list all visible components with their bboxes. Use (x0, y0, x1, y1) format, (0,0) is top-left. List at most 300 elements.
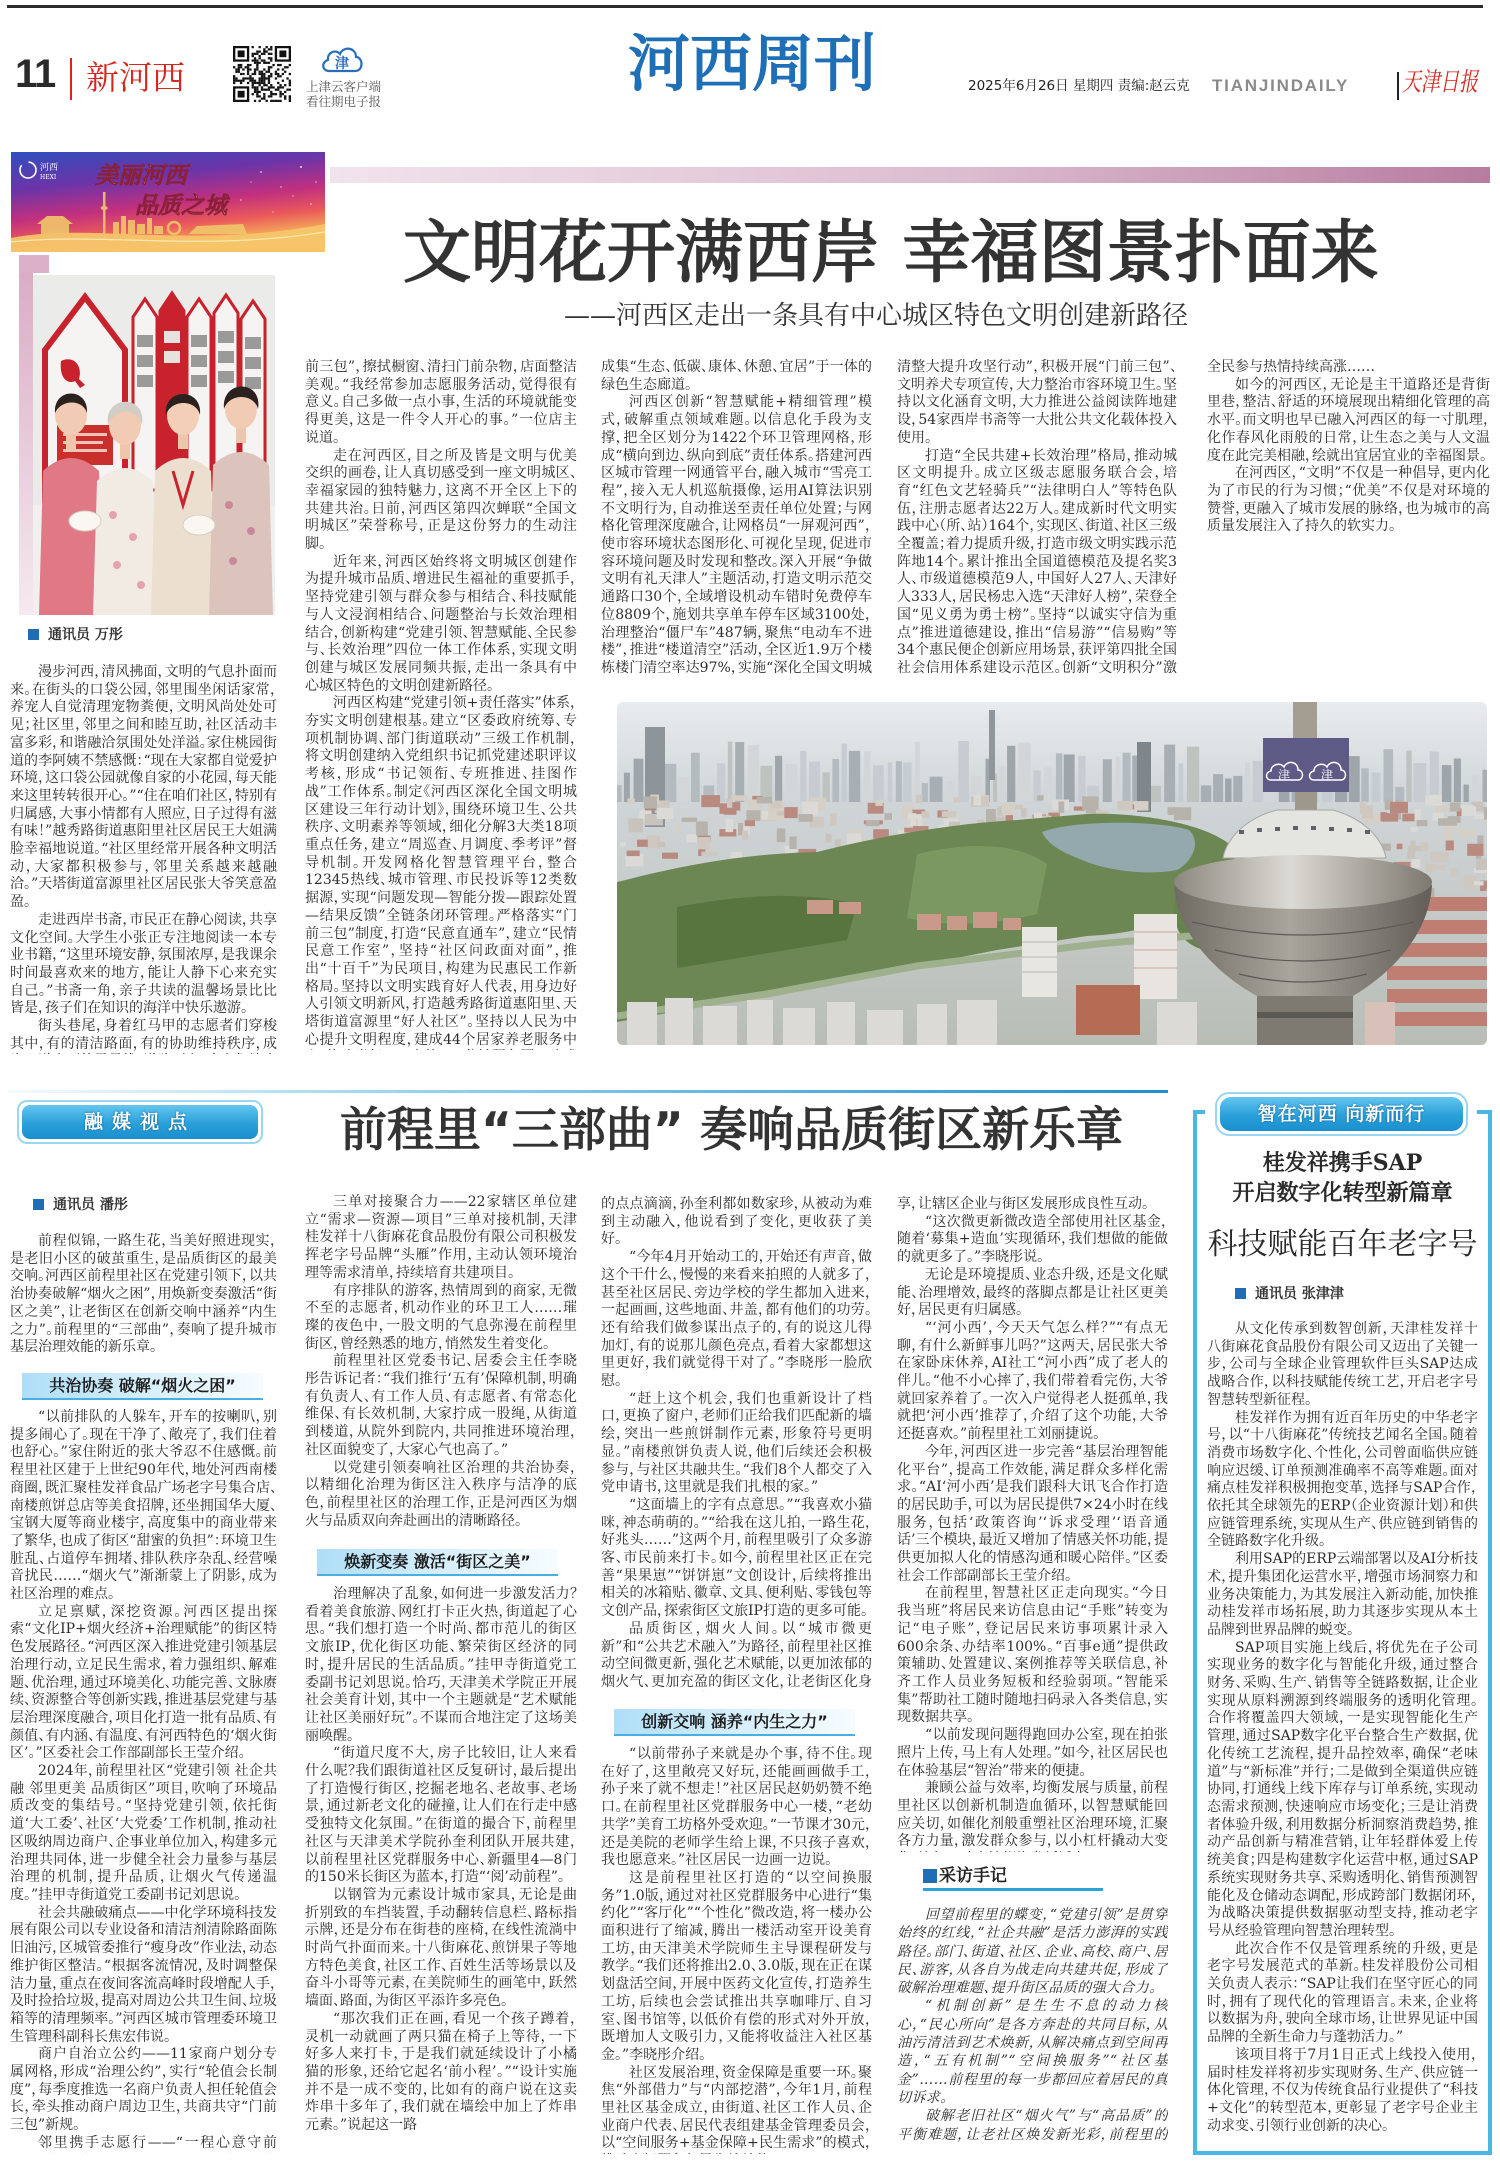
decorative-gradient-bar (330, 167, 1490, 183)
qr-module (263, 98, 265, 100)
skyline-building (1372, 772, 1381, 802)
aerial-city-photo (617, 702, 1487, 1045)
aerial-city-photo-image (617, 702, 1487, 1045)
qr-module (252, 82, 254, 84)
qr-module (268, 48, 270, 50)
paper-name-english: TIANJINDAILY (1212, 76, 1350, 95)
top-article-column-1 (10, 664, 277, 1054)
paragraph: 社区发展治理，资金保障是重要一环。聚焦“外部借力”与“内部挖潜”，今年1月，前程里社区基金成立，由街道、社区工作人员、企业商户代表、居民代表组建基金管理委员会，以“空间服务+基金保障+民生需求”的模式， (601, 2064, 872, 2152)
qr-module (259, 95, 261, 97)
qr-module (256, 82, 258, 84)
skyline-building (1361, 768, 1368, 802)
media-column-label-text: 融媒视点 (22, 1105, 258, 1139)
qr-module (235, 68, 237, 70)
qr-module (270, 100, 272, 102)
sidebar-headline-line-1: 桂发祥携手SAP (1262, 1150, 1423, 1176)
city-block (1444, 827, 1453, 841)
city-block (875, 800, 882, 806)
city-block (1435, 806, 1451, 812)
city-block (657, 808, 674, 819)
qr-module (270, 84, 272, 86)
qr-module (270, 46, 272, 48)
qr-module (259, 55, 261, 57)
paragraph: 此次合作不仅是管理系统的升级，更是老字号发展范式的革新。桂发祥股份公司相关负责人表示：“SAP让我们在坚守匠心的同时，拥有了现代化的管理语言。未来，企业将以数据为舟，驶向全球市场，让世界见证中国品牌的全新生命力与蓬勃活力。” (1207, 1940, 1478, 2046)
qr-module (286, 89, 288, 91)
app-promo (306, 79, 381, 109)
skyline-building (735, 742, 744, 802)
skyline-building (1164, 745, 1175, 802)
city-block (762, 811, 769, 820)
banner-slogan-line-1: 美丽河西 (95, 162, 187, 189)
city-block (682, 818, 697, 822)
qr-module (254, 53, 256, 55)
banner-slogan-line-2: 品质之城 (135, 192, 227, 219)
page-number: 11 (15, 52, 56, 96)
skyline-building (896, 761, 902, 802)
qr-module (268, 95, 270, 97)
qr-module (240, 73, 242, 75)
city-block (1421, 842, 1428, 851)
paragraph: “这次微更新微改造全部使用社区基金，随着‘募集+造血’实现循环，我们想做的能做的就更多了。”李晓彤说。 (897, 1213, 1168, 1266)
qr-module (265, 100, 267, 102)
interview-notes-text (897, 1906, 1168, 2145)
qr-module (235, 71, 237, 73)
paragraph: 打造“全民共建+长效治理”格局，推动城区文明提升。成立区级志愿服务联合会，培育“红色文艺轻骑兵”“法律明白人”等特色队伍，注册志愿者达22万人。建成新时代文明实践中心（所、站）164个，实现区、街道、社区三级全覆盖；着力提质升级，打造市级文明实践示范阵地14个。累计推出全国道德模范及提名奖3人、市级道德模范9人，中国好人27人、天津好人333人，居民杨忠入选“天津好人榜”，荣登全国“见义勇为勇士榜”。坚持“以诚实守信为重点”推进道德建设，推出“信易游”“信易购”等34个惠民便企创新应用场景，获评第四批全国社会信用体系建设示范区。创新“文明积分”激 (897, 447, 1177, 676)
city-block (1362, 805, 1373, 818)
city-block (637, 840, 648, 847)
residents-photo (33, 275, 275, 615)
qr-module (238, 66, 240, 68)
qr-module (289, 84, 291, 86)
paragraph: 河西区构建“党建引领+责任落实”体系，夯实文明创建根基。建立“区委政府统筹、专项机制协调、部门街道联动”三级工作机制，将文明创建纳入党组织书记抓党建述职评议考核，形成“书记领衔、专班推进、挂图作战”工作体系。制定《河西区深化全国文明城区建设三年行动计划》，围绕环境卫生、公共秩序、文明素养等领域，细化分解3大类18项重点任务，建立“周巡查、月调度、季考评”督导机制。开发网格化智慧管理平台，整合12345热线、城市管理、市民投诉等12类数据源，实现“问题发现—智能分拨—跟踪处置—结果反馈”全链条闭环管理。严格落实“门前三包”制度，打造“民意直通车”，建立“民情民意工作室”，坚持“社区问政面对面”，推出“十百千”为民项目，构建为民惠民工作新格局。坚持以文明实践育好人代表，用身边好人引领文明新风，打造越秀路街道惠阳里、天塔街道富源里“好人社区”。坚持以人民为中心提升文明程度，建成44个居家养老服务中 (305, 695, 577, 1048)
qr-module (242, 73, 244, 75)
qr-module (254, 80, 256, 82)
paragraph: “这面墙上的字有点意思。”“我喜欢小猫咪，神态萌萌的。”“给我在这儿拍，一路生花，好兆头……”这两个月，前程里吸引了众多游客、市民前来打卡。如今，前程里社区正在完善“果果崽”“饼饼崽”文创设计，后续将推出相关的冰箱贴、徽章、文具、便利贴、零钱包等文创产品，探索街区文旅IP打造的更多可能。 (601, 1496, 872, 1620)
qr-module (268, 68, 270, 70)
city-block (696, 822, 708, 836)
skyline-building (1454, 759, 1461, 803)
paragraph: “以前带孙子来就是办个事，待不住。现在好了，这里敞亮又好玩，还能画画做手工，孙子来了就不想走！”社区居民赵奶奶赞不绝口。在前程里社区党群服务中心一楼，“老幼共学”美育工坊格外受欢迎。“一节课才30元，还是美院的老师学生给上课，不只孩子喜欢，我也愿意来。”社区居民一边画一边说。 (601, 1746, 872, 1869)
qr-module (254, 100, 256, 102)
paragraph: “以前排队的人躲车，开车的按喇叭，别提多闹心了。现在干净了、敞亮了，我们住着也舒心。”家住附近的张大爷忍不住感慨。前程里社区建于上世纪90年代，地处河西南楼商圈，既汇聚桂发祥食品广场老字号集合店、南楼煎饼总店等美食招牌，还坐拥国华大厦、宝钢大厦等商业楼宇，高度集中的商业带来了繁华，也成了街区“甜蜜的负担”：环境卫生脏乱、占道停车拥堵、排队秩序杂乱、经营噪音扰民……“烟火气”渐渐蒙上了阴影，成为社区治理的难点。 (10, 1409, 277, 1603)
qr-module (277, 86, 279, 88)
skyline-building (842, 744, 847, 803)
qr-module (279, 75, 281, 77)
qr-module (252, 46, 254, 48)
paragraph: 无论是环境提质、业态升级，还是文化赋能、治理增效，最终的落脚点都是让社区更美好，居民更有归属感。 (897, 1266, 1168, 1319)
paragraph: 漫步河西，清风拂面，文明的气息扑面而来。在街头的口袋公园，邻里围坐闲话家常，养宠人自觉清理宠物粪便，文明风尚处处可见；社区里，邻里之间和睦互助，社区活动丰富多彩，和谐融洽氛围处处洋溢。家住桃园街道的李阿姨不禁感慨：“现在大家都自觉爱护环境，这口袋公园就像自家的小花园，每天能来这里转转很开心。”“住在咱们社区，特别有归属感，大事小情都有人照应，日子过得有滋有味！”越秀路街道惠阳里社区居民王大姐满脸幸福地说道。“社区里经常开展各种文明活动，大家都积极参与，邻里关系越来越融洽。”天塔街道富源里社区居民张大爷笑意盈盈。 (10, 664, 277, 911)
paragraph: SAP项目实施上线后，将优先在子公司实现业务的数字化与智能化升级，通过整合财务、采购、生产、销售等全链路数据，让企业实现从原料溯源到终端服务的透明化管理。合作将覆盖四大领域，一是实现智能化生产管理，通过SAP数字化平台整合生产数据，优化传统工艺流程，提升品控效率，确保“老味道”与“新标准”并行；二是做到全渠道供应链协同，打通线上线下库存与订单系统，实现动态需求预测，快速响应市场变化；三是让消费者体验升级，利用数据分析洞察消费趋势，推动产品创新与精准营销，让年轻群体爱上传统美食；四是构建数字化运营中枢，通过SAP系统实现财务共享、采购透明化、销售预测智能化及仓储动态调配，形成跨部门数据闭环，为战略决策提供数据驱动型支持，推动老字号从经验管理向智慧治理转型。 (1207, 1639, 1478, 1939)
paragraph: 社会共融破痛点——中化学环境科技发展有限公司以专业设备和清洁剂清除路面陈旧油污，区城管委推行“瘦身改”作业法，动态维护街区整洁。“根据客流情况，及时调整保洁力量，重点在夜间客流高峰时段增配人手，及时捡拾垃圾，提高对周边公共卫生间、垃圾箱等的清理频率。”河西区城市管理委环境卫生管理科副科长焦宏伟说。 (10, 1904, 277, 2045)
qr-module (275, 77, 277, 79)
paragraph: 近年来，河西区始终将文明城区创建作为提升城市品质、增进民生福祉的重要抓手，坚持党建引领与群众参与相结合、科技赋能与人文浸润相结合、问题整治与长效治理相结合，创新构建“党建引领、智慧赋能、全民参与、长效治理”四位一体工作体系，实现文明创建与城区发展同频共振，走出一条具有中心城区特色的文明创建新路径。 (305, 553, 577, 694)
city-block (1417, 820, 1428, 826)
top-article-column-5 (1207, 359, 1490, 537)
qr-module (256, 50, 258, 52)
qr-module (261, 98, 263, 100)
skyline-building (1064, 755, 1075, 803)
paragraph: 破解老旧社区“烟火气”与“高品质”的平衡难题，让老社区焕发新光彩，前程里的 (897, 2108, 1168, 2143)
qr-module (277, 64, 279, 66)
masthead-title: 河西周刊 (628, 27, 877, 100)
photo-frame-accent (19, 255, 33, 615)
qr-module (268, 80, 270, 82)
qr-module (268, 53, 270, 55)
paragraph-continued: 清整大提升攻坚行动”，积极开展“门前三包”、文明养犬专项宣传，大力整治市容环境卫生。坚持以文化涵育文明，大力推进公益阅读阵地建设，54家西岸书斋等一大批公共文化载体投入使用。 (897, 359, 1177, 446)
qr-module (263, 53, 265, 55)
section-name: 新河西 (86, 58, 185, 97)
qr-module (256, 53, 258, 55)
qr-module (268, 62, 270, 64)
qr-module (289, 80, 291, 82)
qr-module (265, 62, 267, 64)
city-block (799, 814, 813, 822)
qr-module (268, 66, 270, 68)
city-block (1134, 801, 1148, 811)
qr-module (256, 68, 258, 70)
city-block (1082, 796, 1098, 809)
skyline-building (1201, 785, 1211, 802)
skyline-building (691, 753, 700, 802)
qr-module (277, 73, 279, 75)
qr-module (256, 91, 258, 93)
byline-top-article (28, 626, 123, 644)
paragraph: 利用SAP的ERP云端部署以及AI分析技术，提升集团化运营水平，增强市场洞察力和业务决策能力，为其发展注入新动能，加快推动桂发祥市场拓展，助力其逐步实现从本土品牌到世界品牌的蜕变。 (1207, 1551, 1478, 1638)
city-block (701, 852, 717, 856)
qr-module (245, 77, 247, 79)
bottom-column-1-body (10, 1409, 277, 2153)
qr-module (238, 71, 240, 73)
sidebar-headline (1193, 1148, 1492, 1208)
section-subheading: 创新交响 涵养“内生之力” (614, 1709, 855, 1736)
skyline-building (1132, 756, 1137, 802)
skyline-building (1430, 752, 1439, 803)
qr-module (263, 50, 265, 52)
city-block (1474, 881, 1484, 885)
city-block (698, 837, 711, 849)
tower-sign-glyph: 津 (1277, 768, 1291, 782)
city-block (942, 811, 957, 817)
qr-module (282, 86, 284, 88)
skyline-building (1150, 786, 1161, 802)
qr-module (279, 84, 281, 86)
city-block (790, 836, 797, 849)
top-rule (7, 5, 1483, 8)
qr-module (233, 82, 235, 84)
banner-graphic (11, 152, 325, 252)
square-bullet-icon (1235, 1288, 1246, 1299)
paragraph: 走在河西区，目之所及皆是文明与优美交织的画卷，让人真切感受到一座文明城区、幸福家园的独特魅力，这离不开全区上下的共建共治。日前，河西区第四次蝉联“全国文明城区”荣誉称号，正是这份努力的生动注脚。 (305, 447, 577, 553)
qr-module (240, 82, 242, 84)
skyline-tower (989, 710, 995, 780)
paragraph: 以党建引领奏响社区治理的共治协奏，以精细化治理为街区注入秩序与洁净的底色，前程里社区的治理工作，正是河西区为烟火与品质双向奔赴画出的清晰路径。 (305, 1459, 577, 1529)
city-block (745, 820, 755, 826)
qr-module (270, 86, 272, 88)
city-block (1484, 807, 1487, 820)
sidebar-column-label-text: 智在河西 向新而行 (1220, 1097, 1463, 1131)
qr-module (259, 57, 261, 59)
qr-module (256, 62, 258, 64)
city-block (1431, 852, 1449, 862)
qr-module (238, 80, 240, 82)
byline-sidebar (1235, 1285, 1344, 1303)
qr-module (263, 93, 265, 95)
skyline-building (1225, 779, 1231, 803)
qr-module (261, 80, 263, 82)
skyline-building (915, 742, 920, 802)
city-block (657, 842, 665, 847)
qr-finder-pattern (238, 50, 245, 57)
paragraph: 商户自治立公约——11家商户划分专属网格，形成“治理公约”，实行“轮值会长制度”，每季度推选一名商户负责人担任轮值会长，牵头推动商户周边卫生，共商共守“门前三包”新规。 (10, 2046, 277, 2134)
square-bullet-icon (28, 629, 39, 640)
qr-module (270, 91, 272, 93)
city-block (953, 797, 959, 802)
city-block (725, 819, 733, 832)
qr-module (259, 50, 261, 52)
section-subheading: 焕新变奏 激活“街区之美” (317, 1549, 558, 1576)
qr-module (247, 73, 249, 75)
city-block (731, 852, 743, 859)
qr-module (268, 71, 270, 73)
qr-module (284, 84, 286, 86)
qr-module (289, 100, 291, 102)
paragraph: 如今的河西区，无论是主干道路还是背街里巷，整洁、舒适的环境展现出精细化管理的高水平。而文明也早已融入河西区的每一寸肌理，化作春风化雨般的日常，让生态之美与人文温度在此完美相融，绘就出宜居宜业的幸福图景。 (1207, 376, 1490, 464)
qr-module (270, 93, 272, 95)
city-block (662, 853, 678, 859)
paragraph: 2024年，前程里社区“党建引领 社企共融 邻里更美 品质街区”项目，吹响了环境品质改变的集结号。“坚持党建引领，依托街道‘大工委’、社区‘大党委’工作机制，推动社区吸纳周边商户、企事业单位加入，构建多元治理共同体，进一步健全社会力量参与基层治理的机制，提升品质，让烟火气传递温度。”挂甲寺街道党工委副书记刘思说。 (10, 1763, 277, 1903)
tower-sign-glyph: 津 (1320, 768, 1334, 782)
qr-finder-pattern (279, 50, 286, 57)
qr-module (263, 62, 265, 64)
issue-date-line: 2025年6月26日 星期四 责编:赵云克 (968, 78, 1190, 94)
qr-module (279, 95, 281, 97)
qr-module (263, 95, 265, 97)
city-block (1462, 806, 1477, 816)
qr-module (277, 75, 279, 77)
qr-module (259, 71, 261, 73)
city-block (746, 810, 760, 821)
qr-module (265, 50, 267, 52)
top-article-column-3 (601, 359, 872, 678)
qr-module (259, 73, 261, 75)
paragraph: 兼顾公益与效率，均衡发展与质量，前程里社区以创新机制造血循环，以智慧赋能回应关切，如催化剂般重塑社区治理环境，汇聚各方力量，激发群众参与，以小杠杆撬动大变 (897, 1780, 1168, 1850)
city-block (1458, 829, 1475, 837)
qr-module (270, 75, 272, 77)
skyline-building (903, 763, 912, 803)
paragraph: 在前程里，智慧社区正走向现实。“今日我当班”将居民来访信息由记“手账”转变为记“电子账”，登记居民来访事项累计录入600余条、办结率100%。“百事e通”提供政策辅助、处置建议、案例推荐等关联信息，补齐工作人员业务短板和经验弱项。“智能采集”帮助社工随时随地扫码录入各类信息，实现数据共享。 (897, 1585, 1168, 1726)
qr-module (277, 82, 279, 84)
paragraph: “街道尺度不大，房子比较旧，让人来看什么呢？我们跟街道社区反复研讨，最后提出了打造慢行街区，挖掘老地名、老故事、老场景，通过新老文化的碰撞，让人们在行走中感受独特文化氛围。”在街道的撮合下，前程里社区与天津美术学院孙奎利团队开展共建，以前程里社区党群服务中心、新疆里4—8门的150米长街区为蓝本，打造“‘阅’动前程”。 (305, 1745, 577, 1886)
qr-module (265, 84, 267, 86)
qr-module (235, 80, 237, 82)
qr-module (270, 73, 272, 75)
qr-module (265, 77, 267, 79)
qr-module (261, 59, 263, 61)
qr-module (289, 64, 291, 66)
city-block (701, 795, 720, 807)
qr-module (282, 68, 284, 70)
qr-module (279, 86, 281, 88)
byline-text: 通讯员 张津津 (1255, 1286, 1344, 1302)
paragraph-continued: 享，让辖区企业与街区发展形成良性互动。 (897, 1196, 1149, 1212)
paragraph: 这是前程里社区打造的“以空间换服务”1.0版，通过对社区党群服务中心进行“集约化”“客厅化”“个性化”微改造，将一楼办公面积进行了缩减，腾出一楼活动室开设美育工坊，由天津美术学院师生主导课程研发与教学。“我们还将推出2.0、3.0版，现在正在谋划盘活空间，开展中医药文化宣传，打造养生工坊，后续也会尝试推出共享咖啡厅、自习室、图书馆等，以低价有偿的形式对外开放，既增加人文吸引力，又能将收益注入社区基金。”李晓彤介绍。 (601, 1869, 872, 2063)
jin-cloud-logo-icon (320, 43, 364, 75)
qr-module (254, 71, 256, 73)
qr-module (261, 82, 263, 84)
skyline-building (785, 764, 797, 802)
qr-module (259, 82, 261, 84)
qr-module (261, 77, 263, 79)
city-block (644, 796, 657, 808)
qr-module (256, 66, 258, 68)
city-block (757, 797, 772, 804)
square-bullet-icon (33, 1199, 44, 1210)
qr-module (289, 89, 291, 91)
skyline-building (958, 741, 969, 802)
qr-module (279, 93, 281, 95)
qr-code-icon (233, 46, 291, 102)
qr-module (263, 77, 265, 79)
paragraph-continued: 全民参与热情持续高涨…… (1207, 359, 1375, 375)
qr-module (254, 82, 256, 84)
app-promo-line-2: 看往期电子报 (306, 94, 382, 109)
skyline-building (1253, 761, 1264, 802)
paragraph: 今年，河西区进一步完善“基层治理智能化平台”，提高工作效能，满足群众多样化需求。“AI‘河小西’是我们跟科大讯飞合作打造的居民助手，可以为居民提供7×24小时在线服务，包括‘政策咨询’‘诉求受理’‘语音通话’三个模块，最近又增加了情感关怀功能，提供更加拟人化的情感沟通和暖心陪伴。”区委社会工作部副部长王莹介绍。 (897, 1443, 1168, 1584)
qr-module (284, 95, 286, 97)
paragraph: 治理解决了乱象，如何进一步激发活力？看着美食旅游、网红打卡正火热，街道起了心思。“我们想打造一个时尚、都市范儿的街区文旅IP，优化街区功能、繁荣街区经济的同时，提升居民的生活品质。”挂甲寺街道党工委副书记刘思说。恰巧，天津美术学院正开展社会美育计划，其中一个主题就是“艺术赋能让社区美丽好玩”。不谋而合地注定了这场美丽唤醒。 (305, 1586, 577, 1744)
qr-module (263, 59, 265, 61)
section-divider-rule (8, 1090, 1168, 1093)
skyline-building (809, 762, 820, 802)
paragraph: 品质街区，烟火人间。以“城市微更新”和“公共艺术融入”为路径，前程里社区推动空间微更新，强化艺术赋能，以更加浓郁的烟火气、更加充盈的街区文化，让老街区化身 (601, 1620, 872, 1690)
top-article-column-2 (305, 359, 577, 1050)
city-block (1450, 869, 1457, 877)
qr-module (279, 64, 281, 66)
city-block (1476, 858, 1487, 870)
paragraph: “以前发现问题得跑回办公室，现在拍张照片上传，马上有人处理。”如今，社区居民也在体验基层“智治”带来的便捷。 (897, 1727, 1168, 1779)
qr-module (263, 73, 265, 75)
skyline-building (665, 764, 677, 802)
qr-module (252, 55, 254, 57)
city-block (1383, 813, 1399, 822)
qr-module (261, 53, 263, 55)
qr-module (279, 91, 281, 93)
paragraph: 回望前程里的蝶变，“党建引领”是贯穿始终的红线，“社企共融”是活力澎湃的实践路径。部门、街道、社区、企业、高校、商户、居民、游客，从各自为战走向共建共促，形成了破解治理难题、提升街区品质的强大合力。 (897, 1907, 1168, 1997)
city-block (1412, 859, 1421, 868)
qr-module (247, 82, 249, 84)
skyline-building (1103, 759, 1112, 802)
city-block (866, 820, 880, 826)
second-headline: 前程里“三部曲” 奏响品质街区新乐章 (340, 1103, 1124, 1158)
qr-module (282, 80, 284, 82)
qr-module (270, 57, 272, 59)
paragraph-continued: 成集“生态、低碳、康体、休憩、宜居”于一体的绿色生态廊道。 (601, 359, 872, 393)
paragraph: 街头巷尾，身着红马甲的志愿者们穿梭其中，有的清洁路面，有的协助维持秩序，成 (10, 1018, 277, 1052)
qr-module (289, 98, 291, 100)
skyline-building (1018, 743, 1031, 802)
qr-module (247, 64, 249, 66)
paragraph: 三单对接聚合力——22家辖区单位建立“需求—资源—项目”三单对接机制，天津桂发祥十八街麻花食品股份有限公司积极发挥老字号品牌“头雁”作用，主动认领环境治理等需求清单，持续培育共建项目。 (305, 1194, 577, 1281)
city-block (974, 795, 982, 806)
qr-module (268, 75, 270, 77)
skyline-building (678, 777, 689, 802)
sidebar-article-text (1207, 1321, 1478, 2136)
skyline-building (1044, 768, 1052, 803)
qr-module (240, 66, 242, 68)
qr-module (261, 89, 263, 91)
city-block (784, 807, 797, 818)
qr-module (265, 46, 267, 48)
city-block (1446, 841, 1454, 851)
skyline-building (748, 745, 759, 802)
qr-module (254, 73, 256, 75)
city-block (916, 795, 923, 803)
skyline-building (888, 762, 892, 802)
skyline-building (1123, 753, 1131, 802)
qr-module (233, 77, 235, 79)
qr-module (268, 82, 270, 84)
qr-module (252, 73, 254, 75)
qr-module (268, 57, 270, 59)
paragraph: 该项目将于7月1日正式上线投入使用，届时桂发祥将初步实现财务、生产、供应链一体化管理，不仅为传统食品行业提供了“科技+文化”的转型范本，更彰显了老字号企业主动求变、引领行业创新的决心。 (1207, 2046, 1478, 2134)
skyline-building (1245, 762, 1251, 802)
residents-photo-image (33, 275, 275, 615)
qr-module (270, 95, 272, 97)
skyline-building (1395, 787, 1404, 802)
city-block (686, 834, 697, 842)
paragraph: “机制创新”是生生不息的动力核心，“民心所向”是各方奔赴的共同目标，从油污清洁到艺术焕新，从解决痛点到空间再造，“五有机制”“空间换服务”“社区基金”……前程里的每一步都回应着居民的真切诉求。 (897, 1998, 1168, 2106)
qr-module (263, 68, 265, 70)
qr-module (259, 91, 261, 93)
paragraph: “那次我们正在画，看见一个孩子蹲着，灵机一动就画了两只猫在椅子上等待，一下好多人来打卡，于是我们就延续设计了小橘猫的形象，还给它起名‘前小程’。”“设计实施并不是一成不变的，比如有的商户说在这卖炸串十多年了，我们就在墙绘中加上了炸串元素。”说起这一路 (305, 2010, 577, 2134)
city-block (770, 801, 781, 808)
qr-module (275, 100, 277, 102)
city-block (1059, 802, 1065, 813)
bottom-column-2-body (305, 1586, 577, 2153)
byline-bottom-article (33, 1196, 128, 1214)
skyline-building (922, 783, 928, 802)
qr-module (275, 89, 277, 91)
qr-module (289, 95, 291, 97)
qr-module (284, 66, 286, 68)
skyline-building (1384, 749, 1394, 802)
paragraph: “今年4月开始动工的，开始还有声音，做这个干什么，慢慢的来看来拍照的人就多了，甚至社区居民、旁边学校的学生都加入进来，一起画画，这些地面、井盖，都有他们的功劳。还有给我们做参谋出点子的，有的说这儿得加灯，有的说那儿颜色亮点，看着大家都想这里更好，我们就觉得干对了。”李晓彤一脸欣慰。 (601, 1249, 872, 1390)
qr-module (272, 100, 274, 102)
paragraph: 邻里携手志愿行——“一程心意守前 (38, 2134, 277, 2151)
skyline-building (634, 759, 644, 802)
skyline-building (1056, 753, 1063, 802)
qr-module (235, 77, 237, 79)
paragraph: 走进西岸书斋，市民正在静心阅读，共享文化空间。大学生小张正专注地阅读一本专业书籍，“这里环境安静，氛围浓厚，是我课余时间最喜欢来的地方，能让人静下心来充实自己。”书斋一角，亲子共读的温馨场景比比皆是，孩子们在知识的海洋中快乐遨游。 (10, 911, 277, 1017)
qr-module (256, 89, 258, 91)
city-block (1415, 809, 1421, 820)
city-block (1467, 844, 1483, 856)
paragraph: 桂发祥作为拥有近百年历史的中华老字号，以“十八街麻花”传统技艺闻名全国。随着消费市场数字化、个性化，公司曾面临供应链响应迟缓、订单预测准确率不高等难题。面对痛点桂发祥积极拥抱变革，选择与SAP合作，依托其全球领先的ERP（企业资源计划）和供应链管理系统，实现从生产、供应链到销售的全链路数字化升级。 (1207, 1409, 1478, 1550)
city-block (1411, 827, 1418, 832)
bottom-column-1-intro (10, 1233, 277, 1357)
qr-module (254, 62, 256, 64)
skyline-building (849, 751, 860, 802)
skyline-building (864, 751, 870, 802)
skyline-building (1472, 775, 1480, 802)
paragraph: 以钢管为元素设计城市家具，无论是曲折别致的车挡装置，手动翻转信息栏、路标指示牌，还是分布在街巷的座椅，在线性流淌中时尚气扑面而来。十八街麻花、煎饼果子等地方特色美食，社区工作、百姓生活等场景以及奋斗小哥等元素，在美院师生的画笔中，跃然墙面、路面，为街区平添许多亮色。 (305, 1886, 577, 2010)
qr-module (254, 68, 256, 70)
city-block (724, 808, 737, 815)
qr-module (233, 80, 235, 82)
qr-module (254, 91, 256, 93)
qr-module (252, 53, 254, 55)
skyline-building (1464, 785, 1469, 802)
